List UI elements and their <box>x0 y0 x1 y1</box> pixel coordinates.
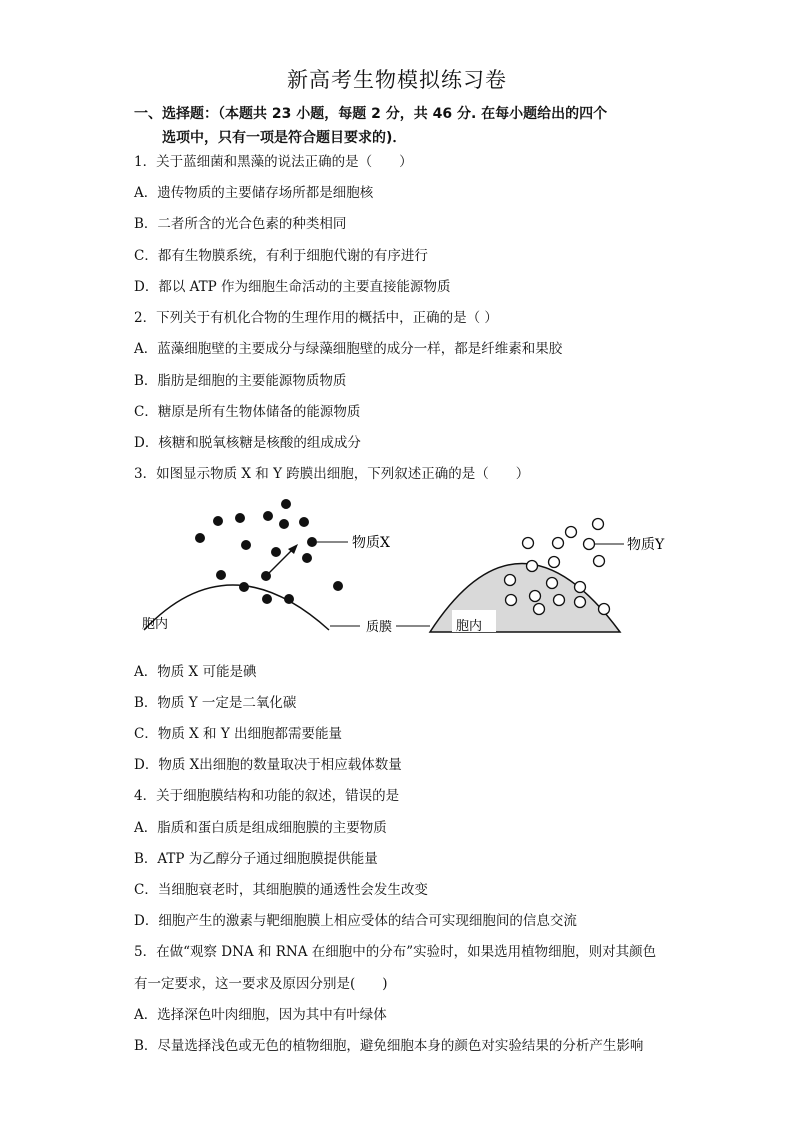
label-membrane: 质膜 <box>366 620 393 635</box>
substance-y-circle <box>575 597 586 608</box>
substance-y-circle <box>523 538 534 549</box>
substance-y-circle <box>506 595 517 606</box>
question-5-stem-continued: 有一定要求，这一要求及原因分别是( ) <box>134 976 388 992</box>
question-1-option-b: B．二者所含的光合色素的种类相同 <box>134 216 347 232</box>
question-3-option-b: B．物质 Y 一定是二氧化碳 <box>134 695 297 711</box>
question-5-option-a: A．选择深色叶肉细胞，因为其中有叶绿体 <box>134 1007 387 1023</box>
section-header <box>134 102 674 150</box>
page-title: 新高考生物模拟练习卷 <box>287 68 507 92</box>
substance-y-circle <box>554 595 565 606</box>
label-inside-left: 胞内 <box>142 617 169 632</box>
substance-y-circle <box>527 561 538 572</box>
question-1-option-a: A．遗传物质的主要储存场所都是细胞核 <box>134 185 374 201</box>
substance-x-dot <box>213 516 223 526</box>
label-inside-right: 胞内 <box>456 619 483 634</box>
substance-x-dot <box>333 581 343 591</box>
question-1-stem: 1．关于蓝细菌和黑藻的说法正确的是（ ） <box>134 154 413 170</box>
substance-y-circle <box>547 578 558 589</box>
question-1-option-d: D．都以 ATP 作为细胞生命活动的主要直接能源物质 <box>134 279 451 295</box>
substance-x-dot <box>235 513 245 523</box>
question-2-option-b: B．脂肪是细胞的主要能源物质物质 <box>134 373 347 389</box>
label-substance-y: 物质Y <box>627 537 665 553</box>
question-2-option-c: C．糖原是所有生物体储备的能源物质 <box>134 404 361 420</box>
question-4-option-a: A．脂质和蛋白质是组成细胞膜的主要物质 <box>134 820 387 836</box>
substance-y-circle <box>505 575 516 586</box>
substance-x-dot <box>302 553 312 563</box>
question-3-option-c: C．物质 X 和 Y 出细胞都需要能量 <box>134 726 343 742</box>
substance-x-dot <box>279 519 289 529</box>
question-5-option-b: B．尽量选择浅色或无色的植物细胞，避免细胞本身的颜色对实验结果的分析产生影响 <box>134 1038 644 1054</box>
substance-y-circle <box>534 604 545 615</box>
left-cell-membrane <box>144 585 329 630</box>
question-2-stem: 2．下列关于有机化合物的生理作用的概括中，正确的是（ ） <box>134 310 498 326</box>
section-header-line2: 选项中，只有一项是符合题目要求的)． <box>162 130 407 146</box>
question-3-option-a: A．物质 X 可能是碘 <box>134 664 257 680</box>
question-4-option-c: C．当细胞衰老时，其细胞膜的通透性会发生改变 <box>134 882 428 898</box>
question-2-option-d: D．核糖和脱氧核糖是核酸的组成成分 <box>134 435 361 451</box>
substance-x-dot <box>263 511 273 521</box>
substance-x-dot <box>284 594 294 604</box>
substance-x-dot <box>216 570 226 580</box>
substance-x-dot <box>299 517 309 527</box>
substance-x-dot <box>281 499 291 509</box>
substance-y-circle <box>594 556 605 567</box>
substance-x-dots <box>195 499 343 604</box>
question-5-stem: 5．在做“观察 DNA 和 RNA 在细胞中的分布”实验时，如果选用植物细胞，则对其颜色 <box>134 944 657 960</box>
question-4-option-b: B．ATP 为乙醇分子通过细胞膜提供能量 <box>134 851 378 867</box>
substance-x-dot <box>195 533 205 543</box>
substance-y-circle <box>530 591 541 602</box>
question-4-option-d: D．细胞产生的激素与靶细胞膜上相应受体的结合可实现细胞间的信息交流 <box>134 913 577 929</box>
substance-y-circle <box>584 539 595 550</box>
substance-y-circle <box>575 582 586 593</box>
substance-y-circle <box>593 519 604 530</box>
question-1-option-c: C．都有生物膜系统，有利于细胞代谢的有序进行 <box>134 248 428 264</box>
substance-x-dot <box>241 540 251 550</box>
membrane-transport-figure <box>134 490 694 640</box>
substance-y-circle <box>599 604 610 615</box>
question-2-option-a: A．蓝藻细胞壁的主要成分与绿藻细胞壁的成分一样，都是纤维素和果胶 <box>134 341 563 357</box>
substance-y-circle <box>553 538 564 549</box>
label-substance-x: 物质X <box>352 535 390 551</box>
substance-y-circle <box>549 557 560 568</box>
substance-x-dot <box>271 547 281 557</box>
substance-y-circle <box>566 527 577 538</box>
substance-x-dot <box>239 582 249 592</box>
question-3-stem: 3．如图显示物质 X 和 Y 跨膜出细胞，下列叙述正确的是（ ） <box>134 466 530 482</box>
substance-x-dot <box>307 537 317 547</box>
question-4-stem: 4．关于细胞膜结构和功能的叙述，错误的是 <box>134 788 400 804</box>
section-header-line1: 一、选择题：（本题共 23 小题，每题 2 分，共 46 分. 在每小题给出的四个 <box>134 106 608 122</box>
substance-x-dot <box>262 594 272 604</box>
question-3-option-d: D．物质 X出细胞的数量取决于相应载体数量 <box>134 757 402 773</box>
